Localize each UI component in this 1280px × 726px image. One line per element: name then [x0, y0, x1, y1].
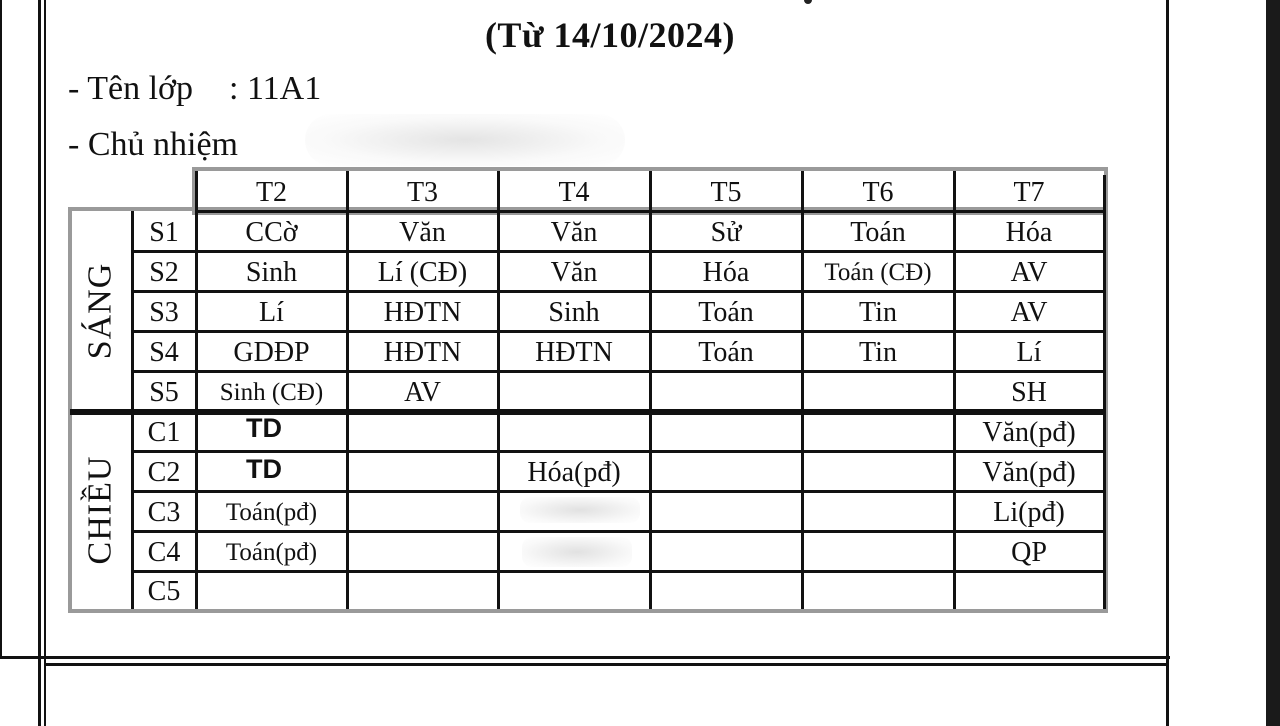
timetable-cell	[498, 573, 650, 611]
timetable-cell: Văn	[550, 257, 598, 288]
period-label-c1: C1	[147, 416, 181, 448]
period-label-c2: C2	[147, 457, 181, 488]
timetable-cell: Lí	[259, 297, 284, 328]
timetable-cell	[650, 453, 802, 493]
timetable-cell: Văn(pđ)	[982, 416, 1076, 448]
timetable-cell	[802, 412, 954, 453]
timetable-cell: HĐTN	[383, 297, 462, 328]
timetable-cell: Sinh	[548, 297, 600, 328]
timetable-cell: Toán	[698, 337, 754, 368]
timetable-cell: TD	[246, 453, 282, 484]
timetable-cell: GDĐP	[233, 337, 310, 368]
timetable-cell: QP	[1011, 537, 1047, 568]
timetable-cell: HĐTN	[535, 337, 613, 368]
timetable-cell: AV	[404, 376, 441, 408]
timetable-cell	[802, 573, 954, 611]
timetable-cell: Văn	[550, 217, 598, 248]
timetable-cell	[347, 412, 498, 453]
timetable-cell: TD	[246, 413, 282, 443]
date-range-title: (Từ 14/10/2024)	[484, 15, 736, 55]
timetable-cell: Hóa	[1005, 217, 1053, 248]
timetable-cell: AV	[1010, 257, 1048, 288]
period-label-s1: S1	[149, 217, 179, 248]
timetable-cell: Toán	[698, 297, 754, 328]
session-label-afternoon: CHIỀU	[81, 455, 118, 564]
timetable-cell: SH	[1011, 376, 1047, 408]
timetable-cell: Lí (CĐ)	[377, 257, 468, 288]
timetable-cell: Li(pđ)	[993, 497, 1065, 528]
timetable-cell: Tin	[859, 337, 897, 368]
timetable-cell: Sinh (CĐ)	[219, 378, 324, 406]
period-label-s4: S4	[149, 337, 179, 368]
period-label-c4: C4	[147, 537, 181, 568]
timetable-cell	[347, 573, 498, 611]
day-header-t7: T7	[1013, 177, 1045, 208]
day-header-t6: T6	[862, 177, 894, 208]
timetable-cell	[650, 493, 802, 533]
timetable-cell: Toán	[850, 217, 906, 248]
timetable-cell: Toán (CĐ)	[824, 259, 932, 286]
timetable-cell: Toán(pđ)	[225, 499, 318, 526]
period-label-c5: C5	[147, 576, 181, 607]
session-label-morning: SÁNG	[81, 262, 118, 359]
homeroom-label: - Chủ nhiệm	[68, 126, 238, 163]
timetable-cell	[196, 573, 347, 611]
timetable-cell	[347, 453, 498, 493]
timetable-cell	[498, 373, 650, 412]
timetable-cell	[954, 573, 1104, 611]
timetable-cell	[650, 412, 802, 453]
redacted-smudge	[520, 497, 640, 523]
timetable-cell	[802, 493, 954, 533]
redacted-smudge	[522, 537, 632, 567]
timetable-cell	[802, 373, 954, 412]
day-header-t3: T3	[406, 177, 439, 208]
timetable-cell: Văn	[399, 217, 446, 248]
timetable-cell: Tin	[859, 297, 897, 328]
timetable-cell	[347, 533, 498, 573]
timetable-cell	[802, 453, 954, 493]
day-header-t2: T2	[255, 177, 288, 208]
timetable-cell: Sinh	[245, 257, 298, 288]
class-value: : 11A1	[229, 70, 322, 107]
timetable-cell	[650, 373, 802, 412]
period-label-c3: C3	[147, 497, 181, 528]
timetable-cell	[802, 533, 954, 573]
timetable-cell	[498, 412, 650, 453]
timetable-cell: Hóa(pđ)	[527, 457, 621, 488]
timetable-cell	[650, 573, 802, 611]
period-label-s2: S2	[149, 257, 179, 288]
timetable-cell	[650, 533, 802, 573]
timetable-cell: CCờ	[245, 217, 298, 248]
day-header-t5: T5	[710, 177, 742, 208]
period-label-s5: S5	[149, 376, 179, 408]
class-label: - Tên lớp	[68, 70, 193, 107]
timetable-cell: Sử	[710, 217, 742, 248]
timetable-cell: HĐTN	[383, 337, 462, 368]
timetable-cell: AV	[1010, 297, 1048, 328]
timetable-cell: Lí	[1016, 337, 1042, 368]
period-label-s3: S3	[149, 297, 179, 328]
day-header-t4: T4	[558, 177, 590, 208]
timetable-cell: Văn(pđ)	[982, 457, 1076, 488]
timetable-cell	[347, 493, 498, 533]
timetable-cell: Toán(pđ)	[225, 539, 318, 566]
timetable-cell: Hóa	[702, 257, 750, 288]
